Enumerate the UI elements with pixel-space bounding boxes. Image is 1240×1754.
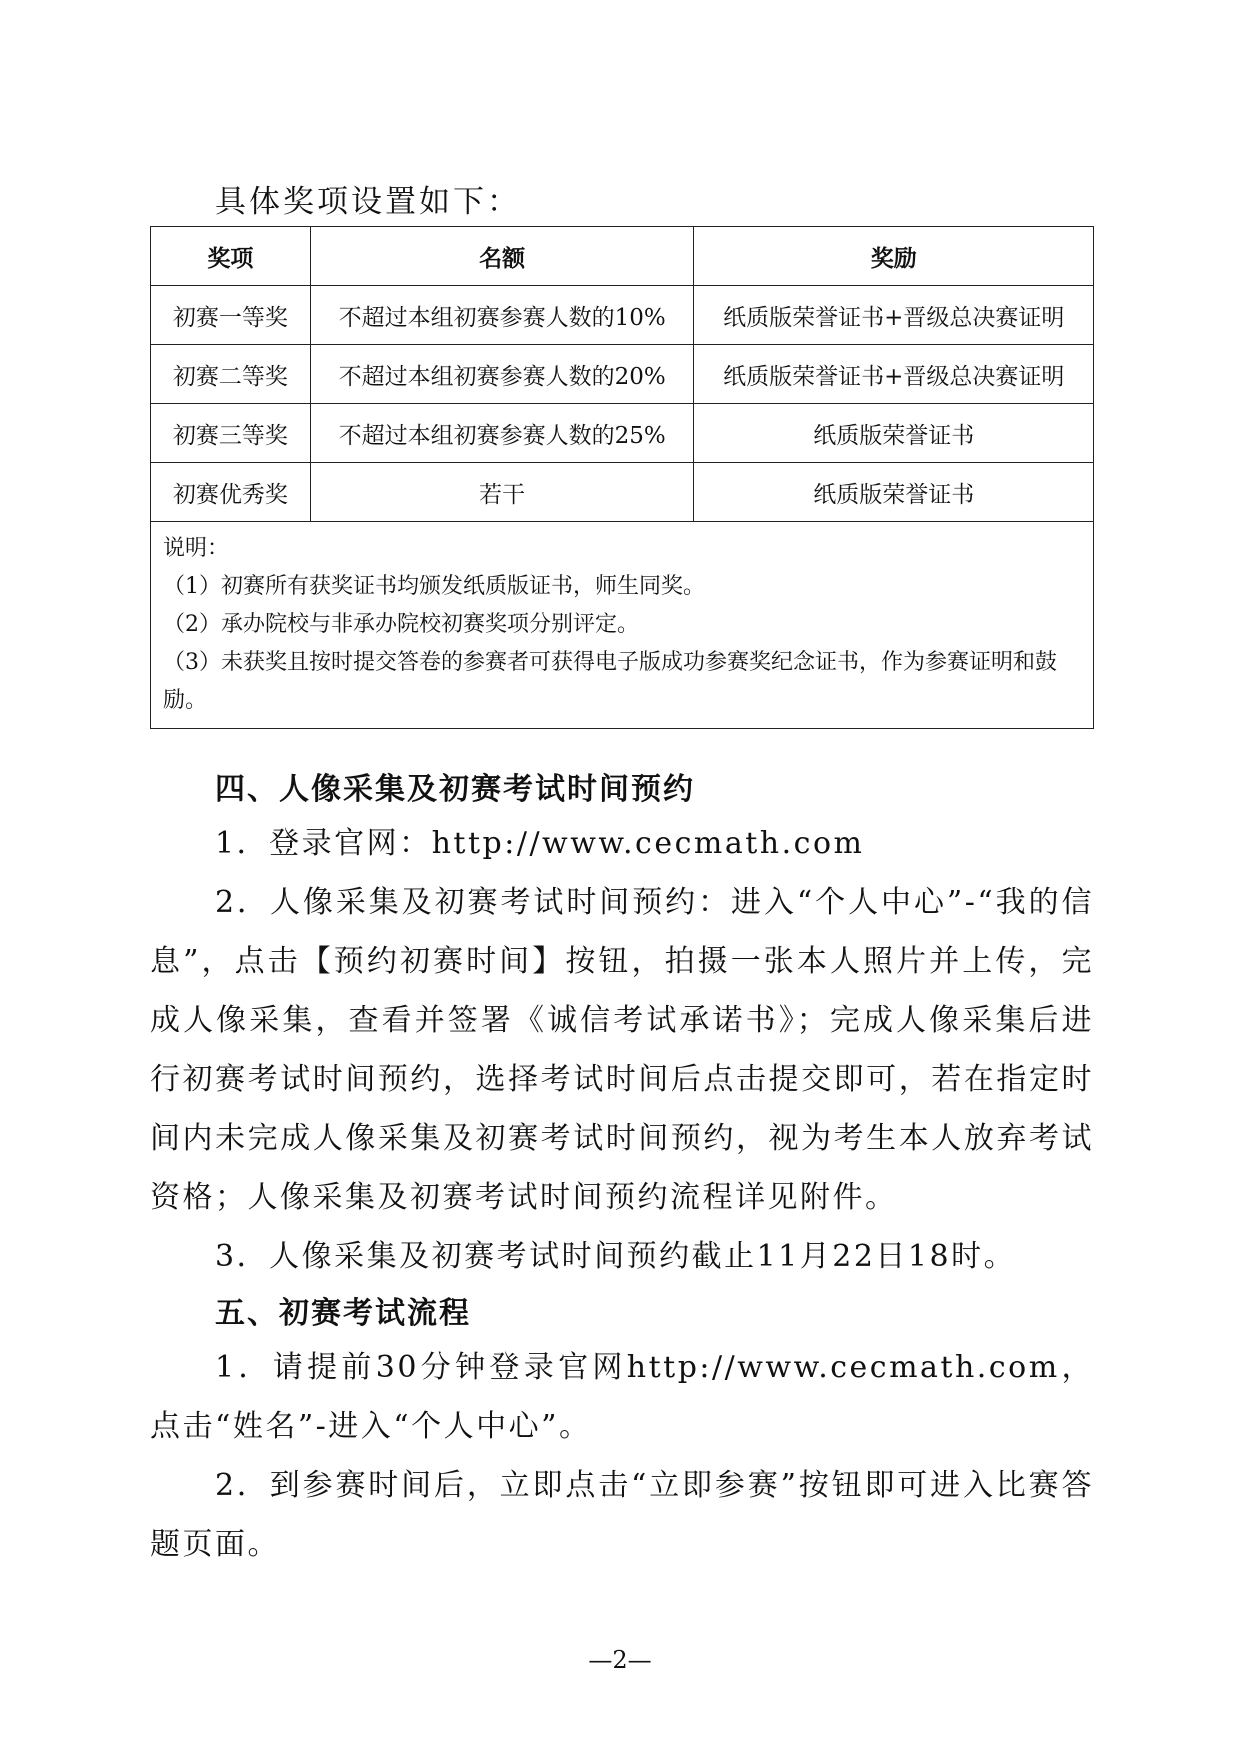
table-row [151,345,1094,404]
award-quota: 若干 [310,463,694,522]
award-quota: 不超过本组初赛参赛人数的20% [310,345,694,404]
section5-heading: 五、初赛考试流程 [215,1296,471,1331]
note-item: （1）初赛所有获奖证书均颁发纸质版证书，师生同奖。 [163,574,705,599]
award-reward: 纸质版荣誉证书+晋级总决赛证明 [694,286,1094,345]
table-header-row [151,227,1094,286]
awards-table [150,226,1094,729]
table-row [151,404,1094,463]
award-name: 初赛优秀奖 [151,463,311,522]
note-item: （3）未获奖且按时提交答卷的参赛者可获得电子版成功参赛奖纪念证书，作为参赛证明和鼓励。 [163,650,1058,713]
table-row [151,463,1094,522]
table-row [151,286,1094,345]
section4-paragraph-1 [150,814,1094,873]
award-quota: 不超过本组初赛参赛人数的25% [310,404,694,463]
award-name: 初赛三等奖 [151,404,311,463]
section4-heading: 四、人像采集及初赛考试时间预约 [215,772,695,807]
header-reward: 奖励 [694,227,1094,286]
section5-paragraph-2-text: 2．到参赛时间后，立即点击“立即参赛”按钮即可进入比赛答题页面。 [150,1468,1094,1562]
award-reward: 纸质版荣誉证书 [694,404,1094,463]
page-number: —2— [588,1646,652,1674]
section4-paragraph-2-text: 2．人像采集及初赛考试时间预约：进入“个人中心”-“我的信息”，点击【预约初赛时间】按钮，拍摄一张本人照片并上传，完成人像采集，查看并签署《诚信考试承诺书》；完成人像采集后进行初赛考试时间预约，选择考试时间后点击提交即可，若在指定时间内未完成人像采集及初赛考试时间预约，视为考生本人放弃考试资格；人像采集及初赛考试时间预约流程详见附件。 [150,885,1094,1215]
notes-title: 说明： [163,536,230,561]
table-notes-row [151,522,1094,729]
section4-paragraph-3-text: 3．人像采集及初赛考试时间预约截止11月22日18时。 [215,1239,1017,1274]
award-quota: 不超过本组初赛参赛人数的10% [310,286,694,345]
award-reward: 纸质版荣誉证书 [694,463,1094,522]
section4-paragraph-1-text: 1．登录官网：http://www.cecmath.com [215,826,865,861]
note-item: （2）承办院校与非承办院校初赛奖项分别评定。 [163,612,639,637]
section4-paragraph-3 [150,1227,1094,1286]
intro-text: 具体奖项设置如下： [215,184,521,220]
table-notes [151,522,1094,729]
header-quota: 名额 [310,227,694,286]
award-reward: 纸质版荣誉证书+晋级总决赛证明 [694,345,1094,404]
section5-paragraph-1 [150,1338,1094,1456]
section5-paragraph-1-text: 1．请提前30分钟登录官网http://www.cecmath.com，点击“姓名”-进入“个人中心”。 [150,1350,1094,1444]
section5-paragraph-2 [150,1456,1094,1574]
award-name: 初赛一等奖 [151,286,311,345]
header-award: 奖项 [151,227,311,286]
section4-paragraph-2 [150,873,1094,1227]
award-name: 初赛二等奖 [151,345,311,404]
